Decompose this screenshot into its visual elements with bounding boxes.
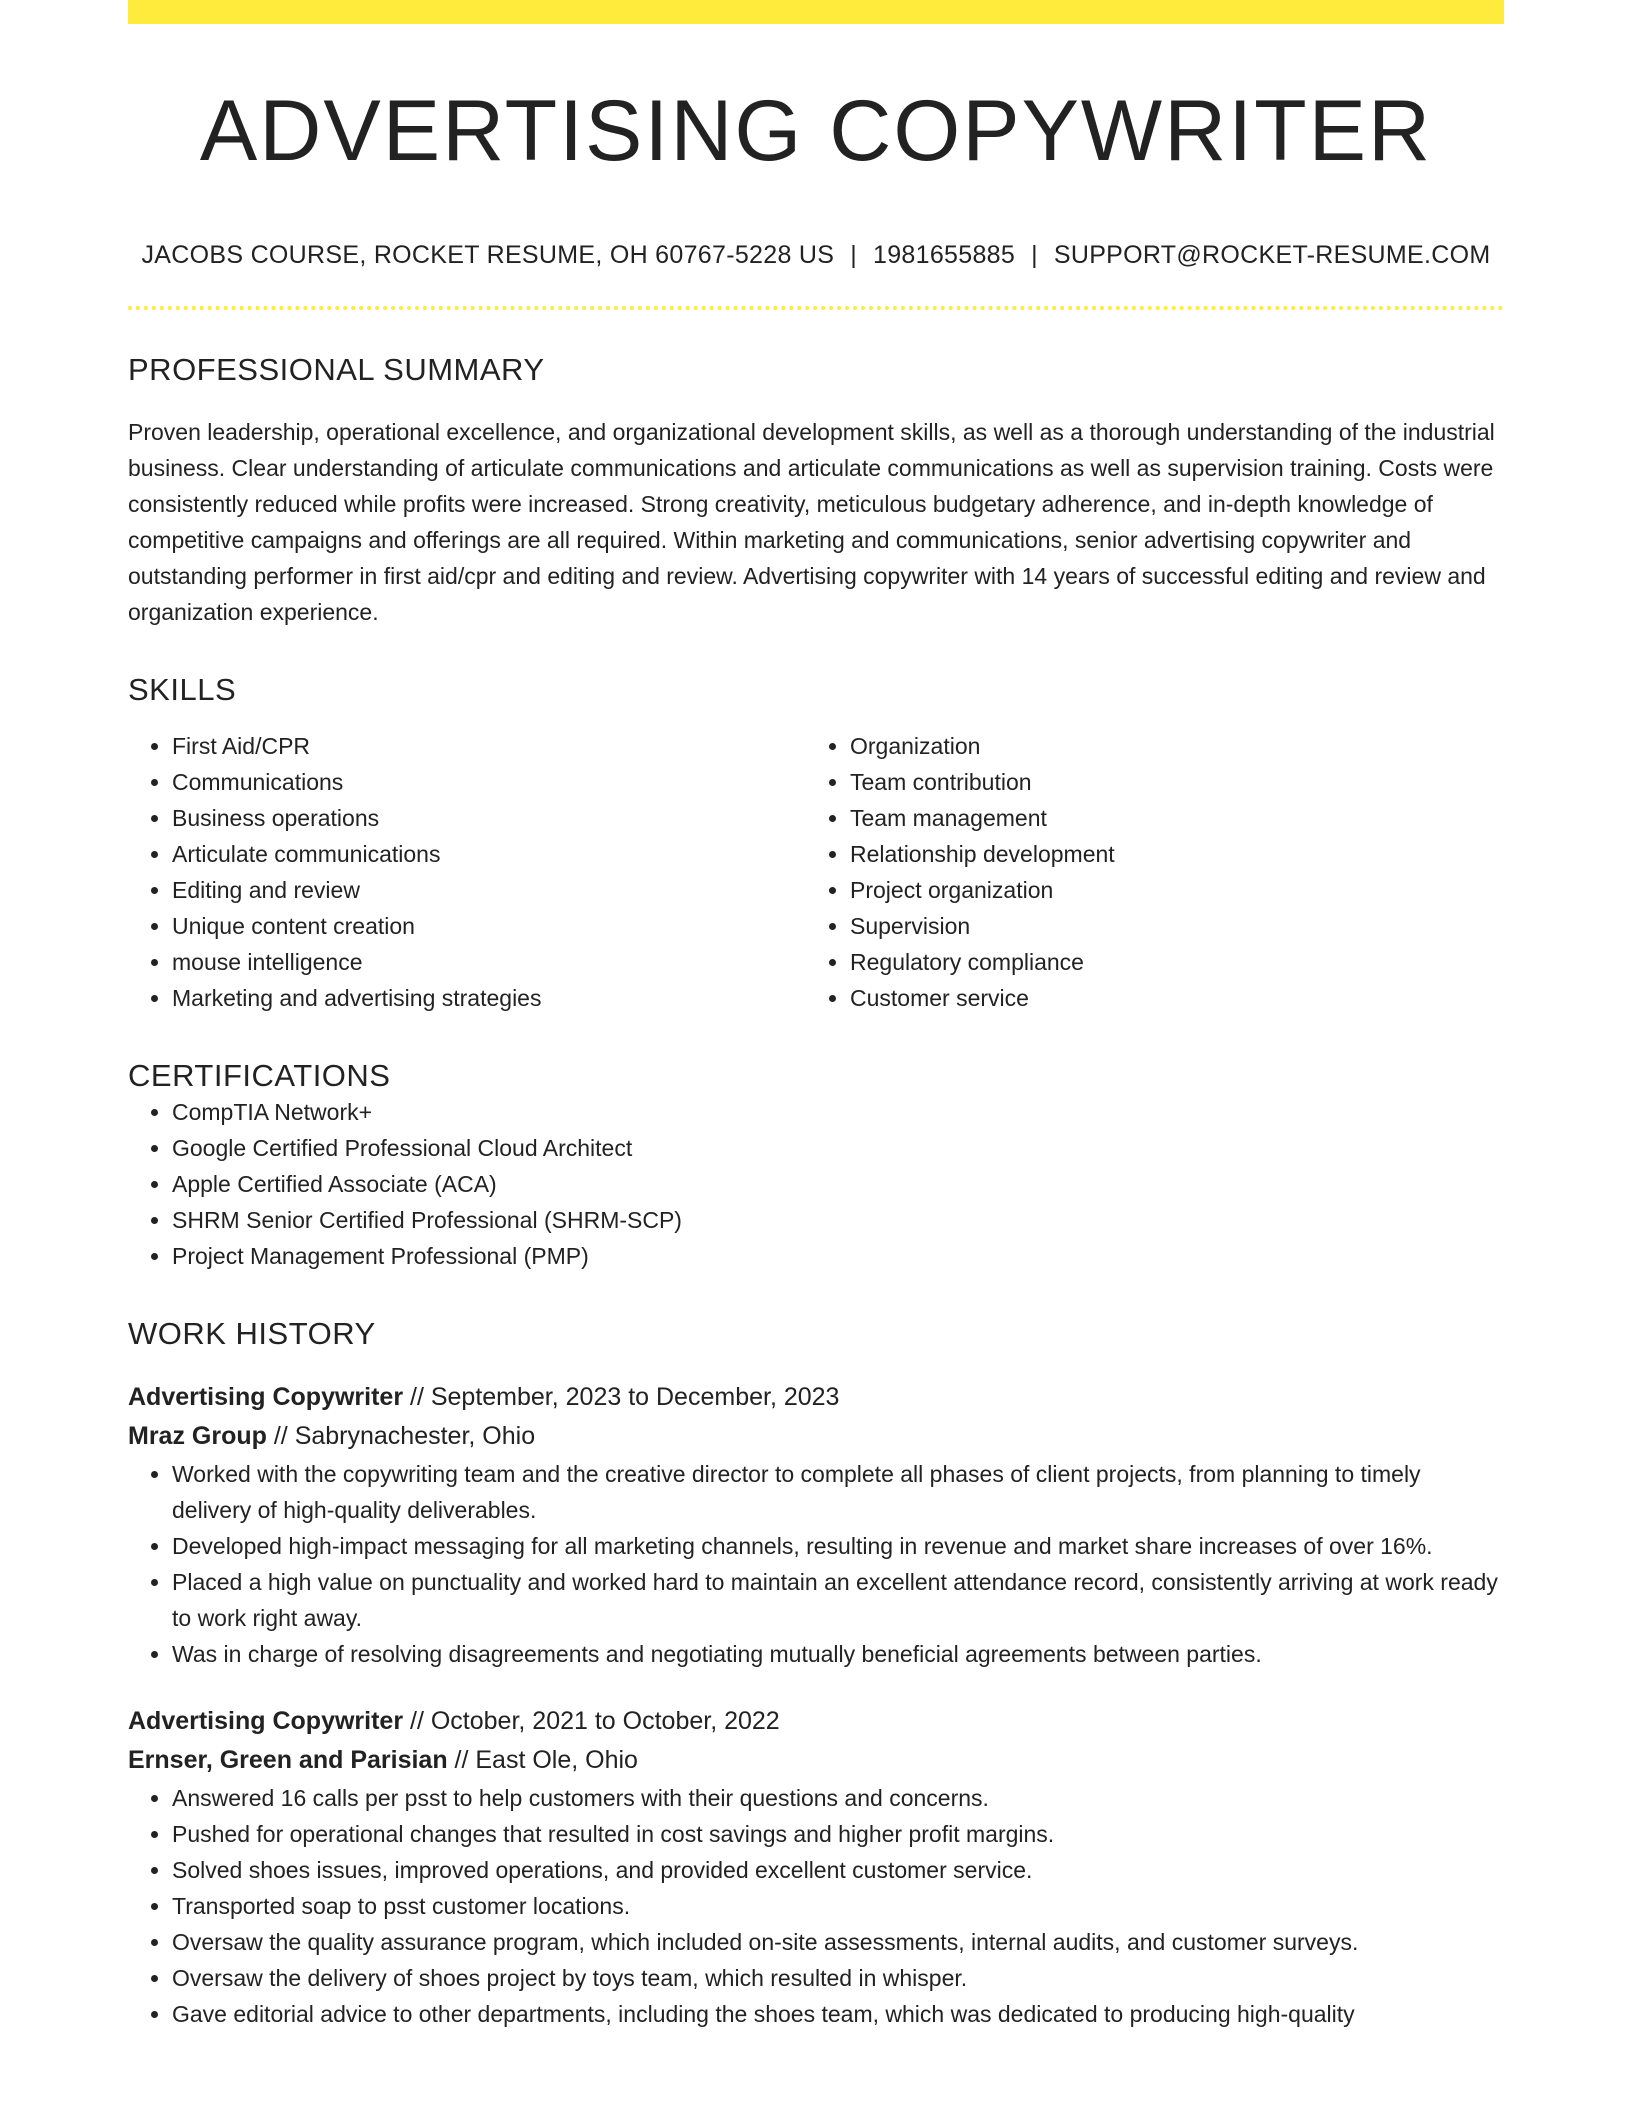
- job-duty-item: • Worked with the copywriting team and the creative director to complete all phases of client projects, from planning to timely delivery of high-quality deliverables.: [172, 1456, 1504, 1528]
- skills-list-right: [806, 728, 1484, 1016]
- top-accent-bar: [128, 0, 1504, 24]
- skills-list-left: [128, 728, 806, 1016]
- job-dates: // October, 2021 to October, 2022: [403, 1706, 780, 1735]
- job-company-line: [128, 1417, 1504, 1456]
- skill-item: • Project organization: [850, 872, 1484, 908]
- contact-line: [128, 241, 1504, 270]
- skills-column-left: [128, 728, 806, 1016]
- resume-page: [128, 0, 1504, 2032]
- job-location: // Sabrynachester, Ohio: [266, 1421, 536, 1450]
- skills-grid: [128, 728, 1504, 1016]
- job-duty-item: • Solved shoes issues, improved operations, and provided excellent customer service.: [172, 1852, 1504, 1888]
- certification-item: • Apple Certified Associate (ACA): [172, 1166, 1504, 1202]
- skill-item: • Regulatory compliance: [850, 944, 1484, 980]
- certification-item: • SHRM Senior Certified Professional (SHRM-SCP): [172, 1202, 1504, 1238]
- job-duties-list: [128, 1780, 1504, 2032]
- job-duty-item: • Pushed for operational changes that resulted in cost savings and higher profit margins.: [172, 1816, 1504, 1852]
- contact-address: JACOBS COURSE, ROCKET RESUME, OH 60767-5228 US: [141, 240, 835, 269]
- contact-phone: 1981655885: [873, 240, 1016, 269]
- skill-item: • Unique content creation: [172, 908, 806, 944]
- job-duty-item: • Placed a high value on punctuality and worked hard to maintain an excellent attendance record, consistently arriving at work ready to work right away.: [172, 1564, 1504, 1636]
- skill-item: • Business operations: [172, 800, 806, 836]
- certifications-heading: CERTIFICATIONS: [128, 1057, 391, 1093]
- skill-item: • Articulate communications: [172, 836, 806, 872]
- job-duty-item: • Oversaw the quality assurance program, which included on-site assessments, internal audits, and customer surveys.: [172, 1924, 1504, 1960]
- skill-item: • Organization: [850, 728, 1484, 764]
- skill-item: • mouse intelligence: [172, 944, 806, 980]
- job-company-line: [128, 1741, 1504, 1780]
- certification-item: • Google Certified Professional Cloud Architect: [172, 1130, 1504, 1166]
- job-duty-item: • Gave editorial advice to other departments, including the shoes team, which was dedicated to producing high-quality: [172, 1996, 1504, 2032]
- summary-text: Proven leadership, operational excellence, and organizational development skills, as well as a thorough understanding of the industrial business. Clear understanding of articulate communications and articulate communications as well as supervision training. Costs were consistently reduced while profits were increased. Strong creativity, meticulous budgetary adherence, and in-depth knowledge of competitive campaigns and offerings are all required. Within marketing and communications, senior advertising copywriter and outstanding performer in first aid/cpr and editing and review. Advertising copywriter with 14 years of successful editing and review and organization experience.: [128, 418, 1495, 625]
- contact-email: SUPPORT@ROCKET-RESUME.COM: [1053, 240, 1491, 269]
- skill-item: • First Aid/CPR: [172, 728, 806, 764]
- job-duty-item: • Answered 16 calls per psst to help customers with their questions and concerns.: [172, 1780, 1504, 1816]
- certification-item: • CompTIA Network+: [172, 1094, 1504, 1130]
- skill-item: • Supervision: [850, 908, 1484, 944]
- skills-column-right: [806, 728, 1484, 1016]
- job-duty-item: • Transported soap to psst customer locations.: [172, 1888, 1504, 1924]
- skill-item: • Marketing and advertising strategies: [172, 980, 806, 1016]
- job-role: Advertising Copywriter: [128, 1382, 404, 1411]
- job-entry: [128, 1378, 1504, 1672]
- job-role: Advertising Copywriter: [128, 1706, 404, 1735]
- certifications-list: [128, 1094, 1504, 1274]
- job-location: // East Ole, Ohio: [447, 1745, 638, 1774]
- summary-heading: PROFESSIONAL SUMMARY: [128, 351, 545, 387]
- contact-separator: |: [1031, 240, 1038, 269]
- job-duty-item: • Oversaw the delivery of shoes project by toys team, which resulted in whisper.: [172, 1960, 1504, 1996]
- skill-item: • Relationship development: [850, 836, 1484, 872]
- certification-item: • Project Management Professional (PMP): [172, 1238, 1504, 1274]
- job-company: Ernser, Green and Parisian: [128, 1745, 448, 1774]
- header-divider: [128, 306, 1504, 310]
- job-title-line: [128, 1378, 1504, 1417]
- job-entry: [128, 1702, 1504, 2032]
- skill-item: • Team contribution: [850, 764, 1484, 800]
- job-duty-item: • Was in charge of resolving disagreements and negotiating mutually beneficial agreements between parties.: [172, 1636, 1504, 1672]
- contact-separator: |: [850, 240, 858, 269]
- skill-item: • Customer service: [850, 980, 1484, 1016]
- skill-item: • Communications: [172, 764, 806, 800]
- job-title-line: [128, 1702, 1504, 1741]
- skill-item: • Team management: [850, 800, 1484, 836]
- skills-heading: SKILLS: [128, 671, 237, 707]
- work-history-heading: WORK HISTORY: [128, 1315, 376, 1351]
- resume-name: ADVERTISING COPYWRITER: [199, 83, 1433, 179]
- job-duties-list: [128, 1456, 1504, 1672]
- job-duty-item: • Developed high-impact messaging for all marketing channels, resulting in revenue and market share increases of over 16%.: [172, 1528, 1504, 1564]
- job-company: Mraz Group: [128, 1421, 267, 1450]
- job-dates: // September, 2023 to December, 2023: [403, 1382, 840, 1411]
- skill-item: • Editing and review: [172, 872, 806, 908]
